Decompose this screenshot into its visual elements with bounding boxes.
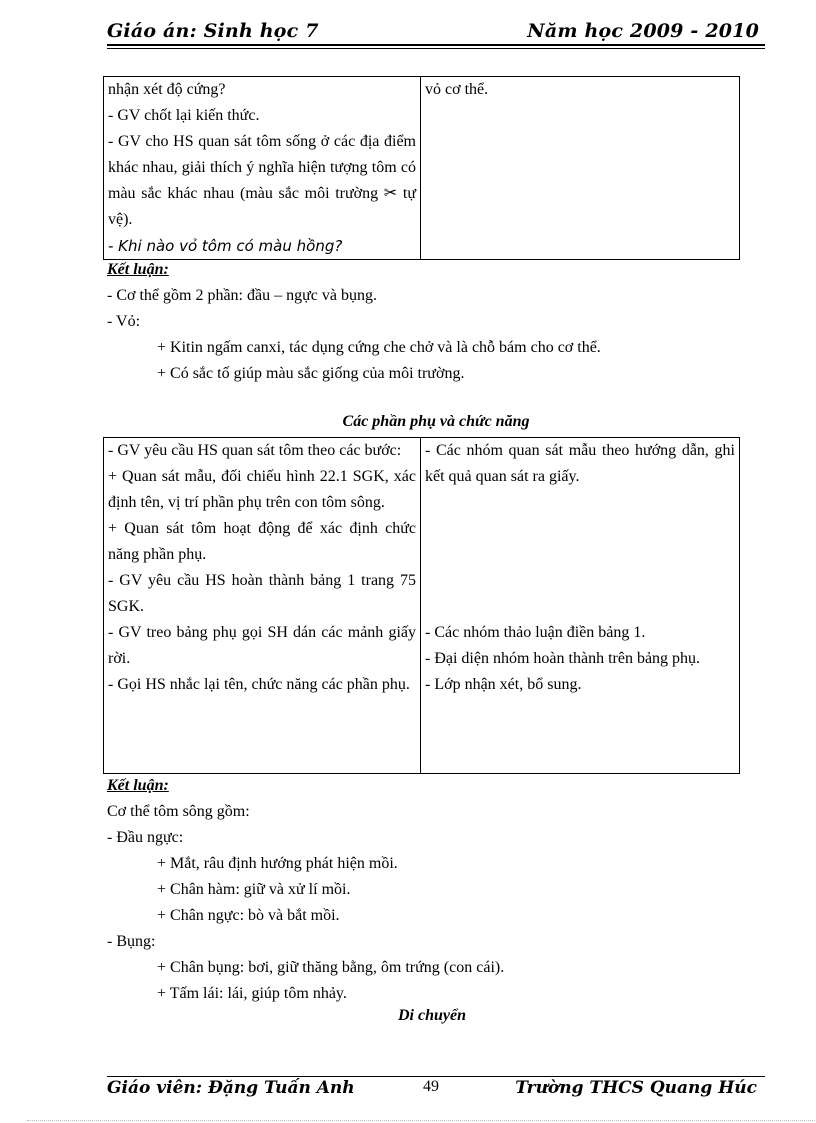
conclusion-line: + Kitin ngấm canxi, tác dụng cứng che chở và là chỗ bám cho cơ thể. (157, 339, 601, 356)
conclusion-line: + Chân ngực: bò và bắt mồi. (157, 907, 340, 924)
table1-right-line: vỏ cơ thể. (425, 81, 489, 98)
table2-right-line: - Các nhóm quan sát mẫu theo hướng dẫn, ghi kết quả quan sát ra giấy. (425, 442, 735, 485)
table1-question: - Khi nào vỏ tôm có màu hồng? (108, 237, 343, 255)
table2-left-line: - GV treo bảng phụ gọi SH dán các mảnh giấy rời. (108, 624, 416, 667)
conclusion-label: Kết luận: (107, 777, 169, 794)
table2-left-line: + Quan sát tôm hoạt động để xác định chức năng phần phụ. (108, 520, 416, 563)
conclusion-line: + Mắt, râu định hướng phát hiện mồi. (157, 855, 398, 872)
conclusion-2 (107, 773, 757, 1007)
conclusion-1 (107, 257, 757, 387)
table2-left-line: - GV yêu cầu HS hoàn thành bảng 1 trang 75 SGK. (108, 572, 416, 615)
student-activity-cell (421, 438, 740, 774)
teacher-activity-cell (104, 77, 421, 260)
table2-right-line: - Lớp nhận xét, bổ sung. (425, 676, 582, 693)
page-footer (107, 1072, 765, 1102)
footer-teacher-name: Giáo viên: Đặng Tuấn Anh (107, 1078, 355, 1098)
student-activity-cell (421, 77, 740, 260)
table1-left-line: - GV cho HS quan sát tôm sống ở các địa điểm khác nhau, giải thích ý nghĩa hiện tượng tôm có màu sắc khác nhau (màu sắc môi trường ✂ tự vệ). (108, 133, 416, 228)
conclusion-line: Cơ thể tôm sông gồm: (107, 803, 250, 820)
teacher-activity-cell (104, 438, 421, 774)
header-rule (107, 44, 765, 46)
table1-left-line: nhận xét độ cứng? (108, 81, 226, 98)
header-course-title: Giáo án: Sinh học 7 (107, 20, 319, 42)
table2-right-line: - Đại diện nhóm hoàn thành trên bảng phụ. (425, 650, 701, 667)
conclusion-line: - Đầu ngực: (107, 829, 184, 846)
page-number: 49 (423, 1078, 439, 1095)
conclusion-line: + Chân hàm: giữ và xử lí mồi. (157, 881, 351, 898)
conclusion-line: - Bụng: (107, 933, 156, 950)
conclusion-line: - Cơ thể gồm 2 phần: đầu – ngực và bụng. (107, 287, 377, 304)
conclusion-label: Kết luận: (107, 261, 169, 278)
table2-left-line: + Quan sát mẫu, đối chiếu hình 22.1 SGK, xác định tên, vị trí phần phụ trên con tôm sông. (108, 468, 416, 511)
conclusion-line: + Tấm lái: lái, giúp tôm nhảy. (157, 985, 347, 1002)
table2-right-line: - Các nhóm thảo luận điền bảng 1. (425, 624, 646, 641)
header-school-year: Năm học 2009 - 2010 (527, 20, 759, 42)
conclusion-line: - Vỏ: (107, 313, 141, 330)
table2-left-line: - GV yêu cầu HS quan sát tôm theo các bước: (108, 442, 402, 459)
page-bottom-divider (27, 1120, 816, 1121)
header-rule-thin (107, 48, 765, 49)
activity-table-2 (103, 437, 740, 774)
page-header (107, 18, 765, 44)
section-title: Các phần phụ và chức năng (342, 413, 530, 430)
table1-left-line: - GV chốt lại kiến thức. (108, 107, 260, 124)
conclusion-line: + Có sắc tố giúp màu sắc giống của môi trường. (157, 365, 465, 382)
conclusion-line: + Chân bụng: bơi, giữ thăng bằng, ôm trứng (con cái). (157, 959, 505, 976)
table2-left-line: - Gọi HS nhắc lại tên, chức năng các phần phụ. (108, 676, 410, 693)
activity-table-1 (103, 76, 740, 260)
footer-school-name: Trường THCS Quang Húc (515, 1078, 757, 1098)
footer-rule (107, 1076, 765, 1077)
section-title: Di chuyển (398, 1007, 466, 1024)
